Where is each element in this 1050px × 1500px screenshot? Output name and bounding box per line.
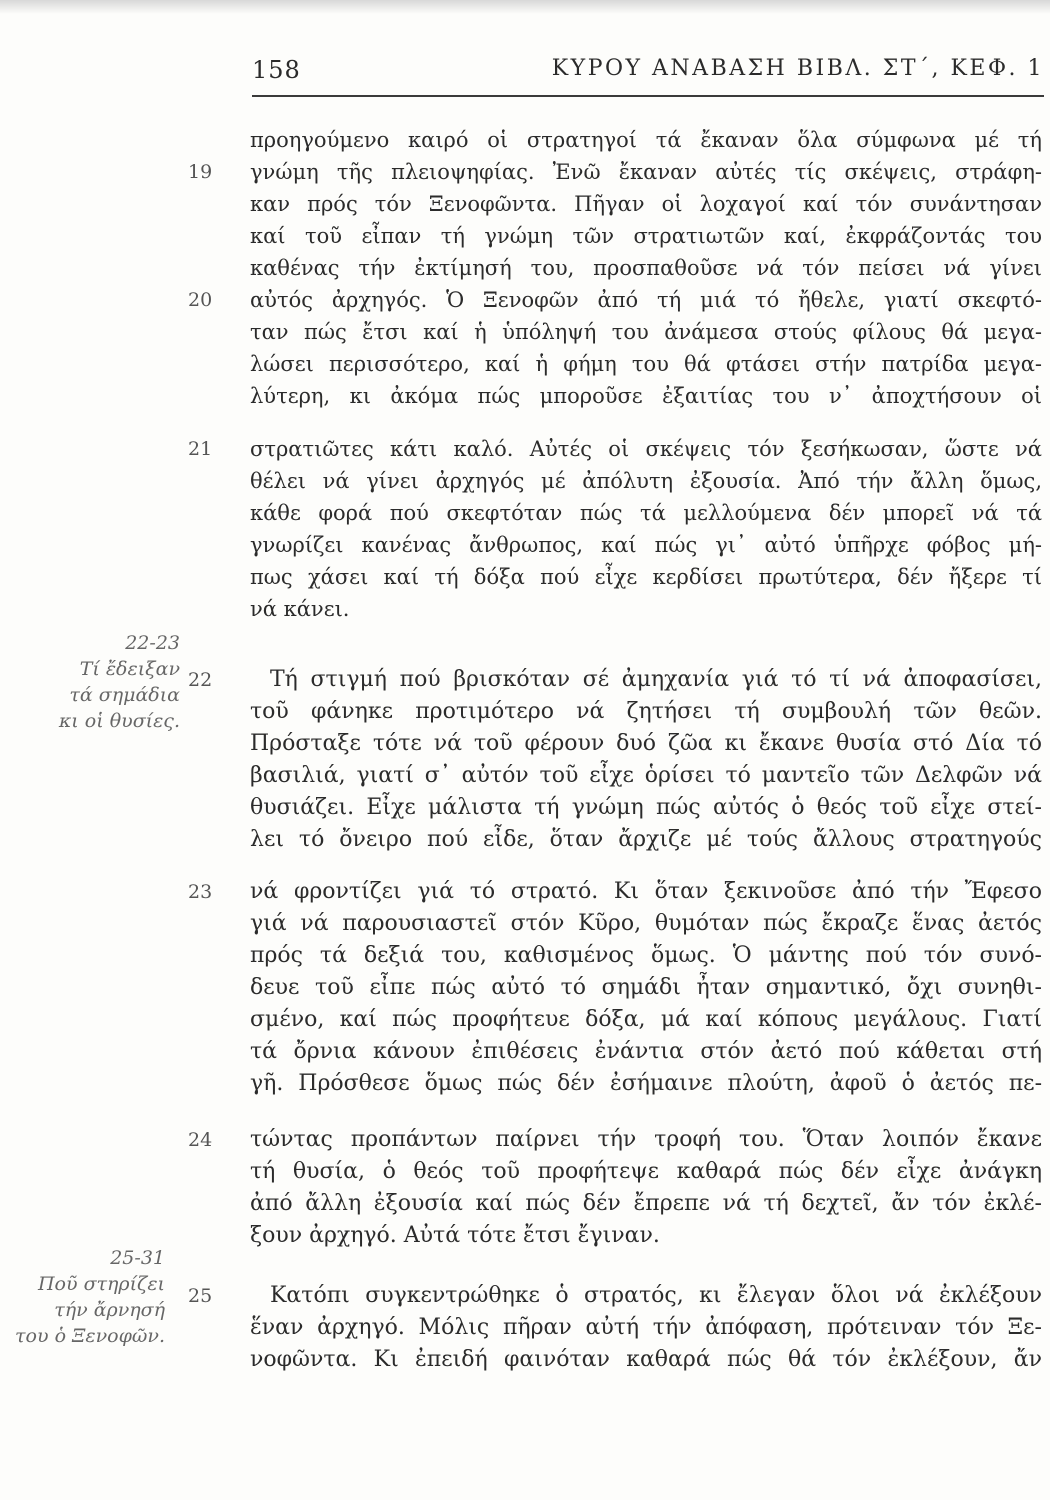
section-number: 19 — [188, 161, 213, 183]
text-line: γιά νά παρουσιαστεῖ στόν Κῦρο, θυμόταν πώς ἔκραζε ἕνας ἀετός — [250, 911, 1042, 936]
text-line: καθένας τήν ἐκτίμησή του, προσπαθοῦσε νά τόν πείσει νά γίνει — [250, 256, 1042, 280]
section-number: 20 — [188, 289, 213, 311]
text-line: λύτερη, κι ἀκόμα πώς μποροῦσε ἐξαιτίας του ν᾽ ἀποχτήσουν οἱ — [250, 384, 1042, 408]
text-line: νά κάνει. — [250, 597, 350, 621]
margin-note-range: 22-23 — [125, 632, 180, 654]
text-line: τά ὄρνια κάνουν ἐπιθέσεις ἐνάντια στόν ἀετό πού κάθεται στή — [250, 1039, 1042, 1064]
page-header — [252, 56, 1044, 92]
section-number: 21 — [188, 438, 213, 460]
text-line: γνώμη τῆς πλειοψηφίας. Ἐνῶ ἔκαναν αὐτές τίς σκέψεις, στράφη- — [250, 160, 1042, 184]
text-line: καί τοῦ εἶπαν τή γνώμη τῶν στρατιωτῶν καί, ἐκφράζοντάς του — [250, 224, 1042, 248]
text-line: θυσιάζει. Εἶχε μάλιστα τή γνώμη πώς αὐτός ὁ θεός τοῦ εἶχε στεί- — [250, 795, 1042, 820]
text-line: Τή στιγμή πού βρισκόταν σέ ἀμηχανία γιά τό τί νά ἀποφασίσει, — [270, 667, 1042, 692]
scan-edge-shadow — [0, 0, 1050, 14]
margin-note — [20, 630, 180, 734]
text-line: νά φροντίζει γιά τό στρατό. Κι ὅταν ξεκινοῦσε ἀπό τήν Ἔφεσο — [250, 879, 1042, 904]
section-number: 25 — [188, 1285, 213, 1307]
text-line: σμένο, καί πώς προφήτευε δόξα, μά καί κόπους μεγάλους. Γιατί — [250, 1007, 1042, 1032]
margin-note — [0, 1245, 165, 1349]
text-line: ξουν ἀρχηγό. Αὐτά τότε ἔτσι ἔγιναν. — [250, 1223, 660, 1248]
margin-note-line: Τί ἔδειξαν — [79, 658, 180, 680]
margin-note-line: τήν ἄρνησή — [54, 1299, 165, 1321]
text-line: κάθε φορά πού σκεφτόταν πώς τά μελλούμενα δέν μπορεῖ νά τά — [250, 501, 1042, 525]
text-line: τοῦ φάνηκε προτιμότερο νά ζητήσει τή συμβουλή τῶν θεῶν. — [250, 699, 1042, 724]
text-line: στρατιῶτες κάτι καλό. Αὐτές οἱ σκέψεις τόν ξεσήκωσαν, ὥστε νά — [250, 437, 1042, 461]
text-line: γῆ. Πρόσθεσε ὅμως πώς δέν ἐσήμαινε πλούτη, ἀφοῦ ὁ ἀετός πε- — [250, 1071, 1042, 1096]
text-line: δευε τοῦ εἶπε πώς αὐτό τό σημάδι ἦταν σημαντικό, ὄχι συνηθι- — [250, 975, 1042, 1000]
margin-note-line: του ὁ Ξενοφῶν. — [15, 1325, 165, 1347]
text-line: νοφῶντα. Κι ἐπειδή φαινόταν καθαρά πώς θά τόν ἐκλέξουν, ἄν — [250, 1347, 1042, 1372]
text-line: αὐτός ἀρχηγός. Ὁ Ξενοφῶν ἀπό τή μιά τό ἤθελε, γιατί σκεφτό- — [250, 288, 1042, 312]
text-line: καν πρός τόν Ξενοφῶντα. Πῆγαν οἱ λοχαγοί καί τόν συνάντησαν — [250, 192, 1042, 216]
text-line: προηγούμενο καιρό οἱ στρατηγοί τά ἔκαναν ὅλα σύμφωνα μέ τή — [250, 128, 1042, 152]
margin-note-line: κι οἱ θυσίες. — [58, 710, 180, 732]
text-line: ἀπό ἄλλη ἐξουσία καί πώς δέν ἔπρεπε νά τή δεχτεῖ, ἄν τόν ἐκλέ- — [250, 1191, 1042, 1216]
text-line: τή θυσία, ὁ θεός τοῦ προφήτεψε καθαρά πώς δέν εἶχε ἀνάγκη — [250, 1159, 1042, 1184]
section-number: 24 — [188, 1129, 213, 1151]
text-line: λώσει περισσότερο, καί ἡ φήμη του θά φτάσει στήν πατρίδα μεγα- — [250, 352, 1042, 376]
text-line: ταν πώς ἔτσι καί ἡ ὑπόληψή του ἀνάμεσα στούς φίλους θά μεγα- — [250, 320, 1042, 344]
section-number: 22 — [188, 669, 213, 691]
text-line: βασιλιά, γιατί σ᾽ αὐτόν τοῦ εἶχε ὁρίσει τό μαντεῖο τῶν Δελφῶν νά — [250, 763, 1042, 788]
running-title: ΚΥΡΟΥ ΑΝΑΒΑΣΗ ΒΙΒΛ. ΣΤ΄, ΚΕΦ. 1 — [551, 56, 1044, 81]
margin-note-range: 25-31 — [110, 1247, 165, 1269]
text-line: θέλει νά γίνει ἀρχηγός μέ ἀπόλυτη ἐξουσία. Ἀπό τήν ἄλλη ὅμως, — [250, 469, 1042, 493]
text-line: πρός τά δεξιά του, καθισμένος ὅμως. Ὁ μάντης πού τόν συνό- — [250, 943, 1042, 968]
text-line: Κατόπι συγκεντρώθηκε ὁ στρατός, κι ἔλεγαν ὅλοι νά ἐκλέξουν — [270, 1283, 1042, 1308]
text-line: πως χάσει καί τή δόξα πού εἶχε κερδίσει πρωτύτερα, δέν ἤξερε τί — [250, 565, 1042, 589]
header-rule — [252, 95, 1044, 97]
text-line: ἕναν ἀρχηγό. Μόλις πῆραν αὐτή τήν ἀπόφαση, πρότειναν τόν Ξε- — [250, 1315, 1042, 1340]
text-line: Πρόσταξε τότε νά τοῦ φέρουν δυό ζῶα κι ἔκανε θυσία στό Δία τό — [250, 731, 1042, 756]
text-line: τώντας προπάντων παίρνει τήν τροφή του. Ὅταν λοιπόν ἔκανε — [250, 1127, 1042, 1152]
margin-note-line: Ποῦ στηρίζει — [37, 1273, 165, 1295]
margin-note-line: τά σημάδια — [69, 684, 180, 706]
section-number: 23 — [188, 881, 213, 903]
text-line: λει τό ὄνειρο πού εἶδε, ὅταν ἄρχιζε μέ τούς ἄλλους στρατηγούς — [250, 827, 1042, 852]
page-number: 158 — [252, 56, 301, 84]
text-line: γνωρίζει κανένας ἄνθρωπος, καί πώς γι᾽ αὐτό ὑπῆρχε φόβος μή- — [250, 533, 1042, 557]
